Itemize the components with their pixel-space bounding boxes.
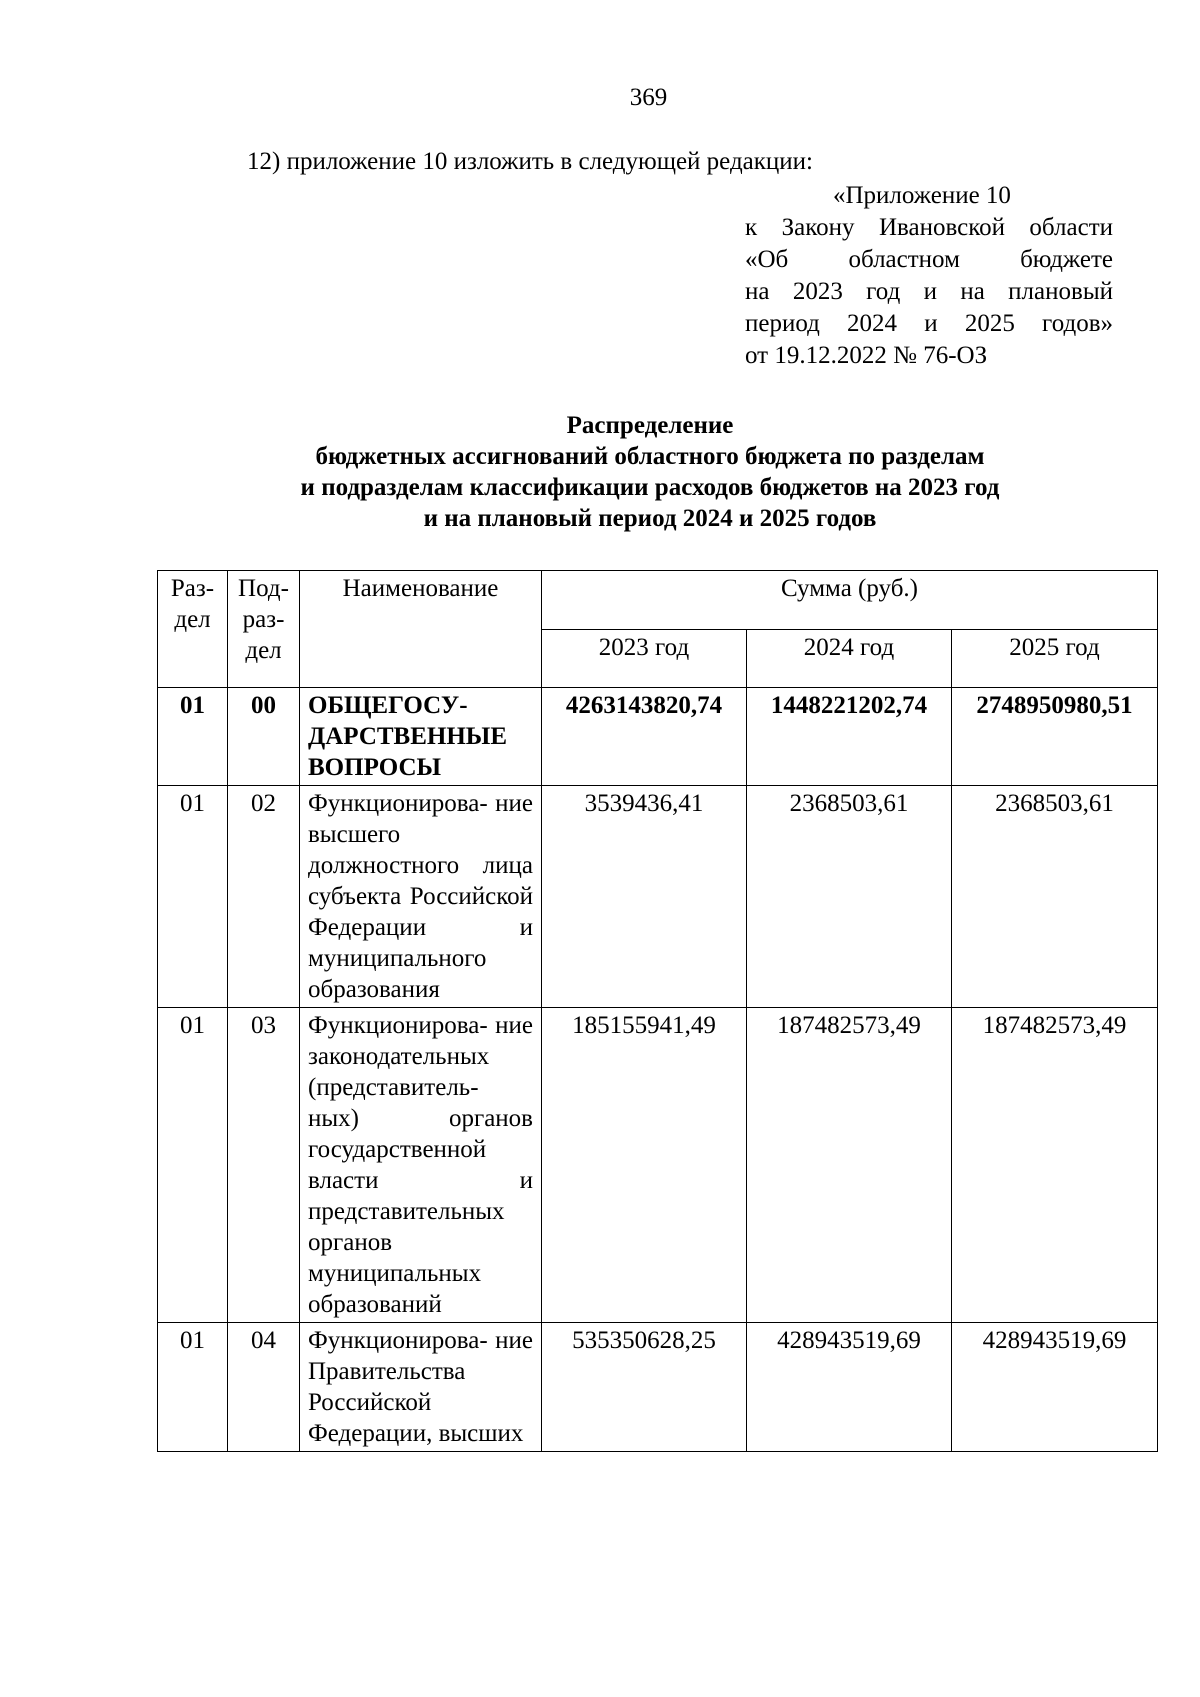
appendix-line: «Приложение 10	[833, 182, 1011, 209]
cell-2025: 187482573,49	[952, 1008, 1158, 1323]
title-line: и подразделам классификации расходов бюджетов на 2023 год	[300, 474, 1000, 501]
cell-name: Функционирова- ние Правительства Российской Федерации, высших	[300, 1323, 542, 1452]
cell-2023: 185155941,49	[542, 1008, 747, 1323]
header-name: Наименование	[300, 571, 542, 688]
cell-section: 01	[158, 1008, 228, 1323]
appendix-line: к Закону Ивановской области	[745, 214, 1113, 241]
cell-2025: 428943519,69	[952, 1323, 1158, 1452]
cell-subsection: 04	[228, 1323, 300, 1452]
header-year-2025: 2025 год	[952, 629, 1158, 688]
page-number: 369	[629, 84, 668, 111]
title-line: бюджетных ассигнований областного бюджета по разделам	[315, 443, 985, 470]
table-body	[158, 688, 1158, 1452]
cell-subsection: 03	[228, 1008, 300, 1323]
table-header-row	[158, 571, 1158, 630]
cell-2023: 4263143820,74	[542, 688, 747, 786]
appendix-line: на 2023 год и на плановый	[745, 278, 1113, 305]
cell-2023: 3539436,41	[542, 786, 747, 1008]
table-row	[158, 1008, 1158, 1323]
cell-name: Функционирова- ние высшего должностного лица субъекта Российской Федерации и муниципального образования	[300, 786, 542, 1008]
budget-table	[157, 570, 1158, 1452]
cell-section: 01	[158, 688, 228, 786]
appendix-line: «Об областном бюджете	[745, 246, 1113, 273]
table-row	[158, 688, 1158, 786]
appendix-line: период 2024 и 2025 годов»	[745, 310, 1113, 337]
appendix-line: от 19.12.2022 № 76-ОЗ	[745, 342, 988, 369]
table-row	[158, 1323, 1158, 1452]
cell-section: 01	[158, 786, 228, 1008]
title-line: и на плановый период 2024 и 2025 годов	[423, 505, 877, 532]
title-line: Распределение	[566, 412, 734, 439]
header-sum: Сумма (руб.)	[542, 571, 1158, 630]
cell-subsection: 02	[228, 786, 300, 1008]
cell-2024: 1448221202,74	[747, 688, 952, 786]
header-section: Раз- дел	[158, 571, 228, 688]
header-subsection: Под- раз- дел	[228, 571, 300, 688]
cell-2024: 2368503,61	[747, 786, 952, 1008]
cell-name: Функционирова- ние законодательных (представитель- ных) органов государственной власти и представительных органов муниципальных образований	[300, 1008, 542, 1323]
cell-2025: 2368503,61	[952, 786, 1158, 1008]
cell-2025: 2748950980,51	[952, 688, 1158, 786]
table-row	[158, 786, 1158, 1008]
document-title	[225, 410, 1075, 534]
cell-2023: 535350628,25	[542, 1323, 747, 1452]
header-year-2024: 2024 год	[747, 629, 952, 688]
cell-section: 01	[158, 1323, 228, 1452]
appendix-reference	[745, 180, 1113, 372]
cell-name: ОБЩЕГОСУ- ДАРСТВЕННЫЕ ВОПРОСЫ	[300, 688, 542, 786]
cell-2024: 187482573,49	[747, 1008, 952, 1323]
cell-2024: 428943519,69	[747, 1323, 952, 1452]
intro-text: 12) приложение 10 изложить в следующей редакции:	[247, 148, 813, 175]
cell-subsection: 00	[228, 688, 300, 786]
header-year-2023: 2023 год	[542, 629, 747, 688]
